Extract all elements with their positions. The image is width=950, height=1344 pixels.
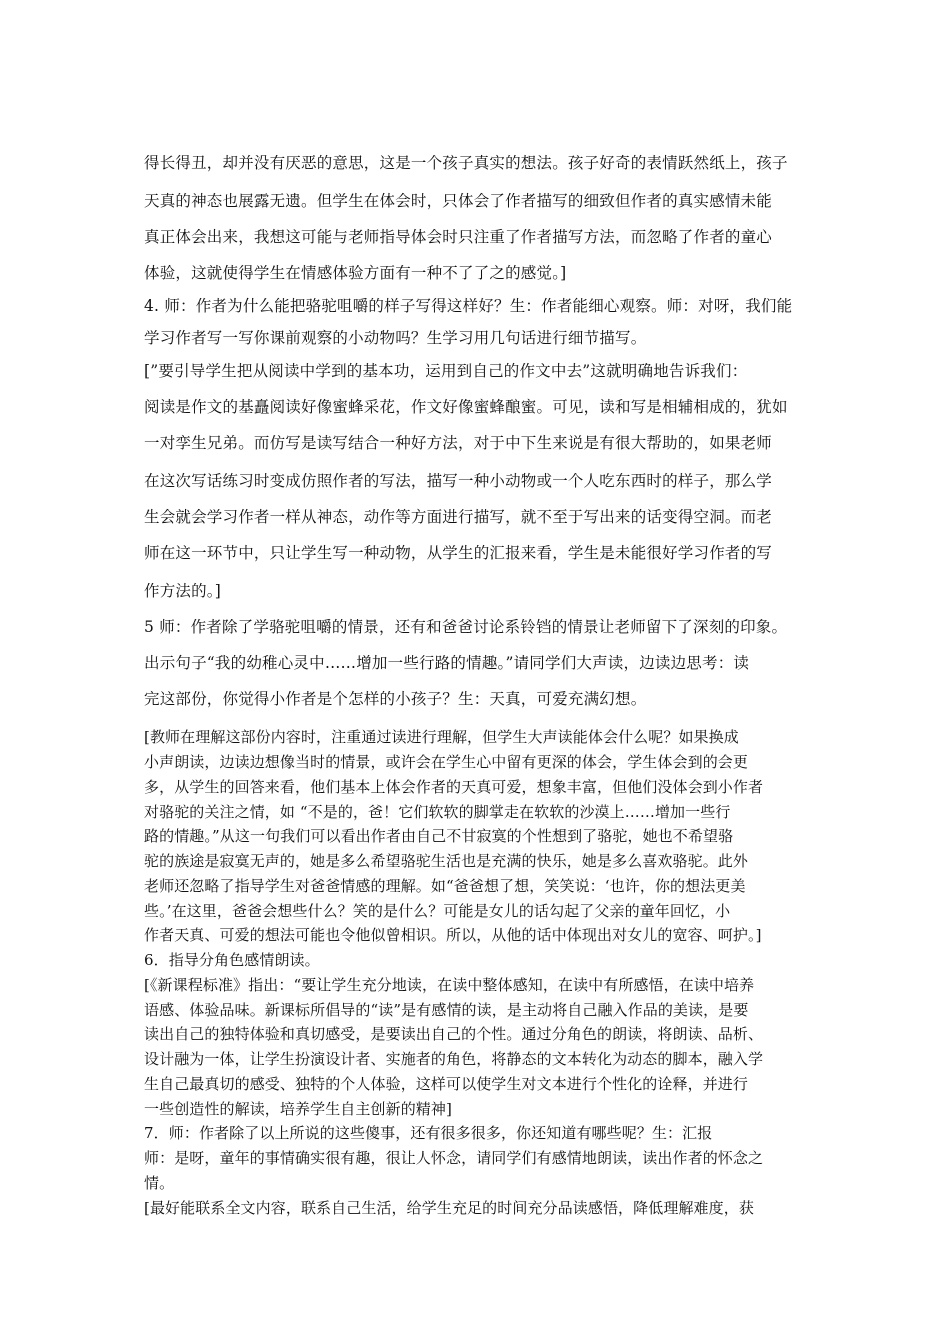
text-line: 4. 师：作者为什么能把骆驼咀嚼的样子写得这样好？生：作者能细心观察。师：对呀，我们能	[144, 297, 793, 315]
text-line: 真正体会出来，我想这可能与老师指导体会时只注重了作者描写方法，而忽略了作者的童心	[144, 228, 773, 246]
text-line: 天真的神态也展露无遗。但学生在体会时，只体会了作者描写的细致但作者的真实感情未能	[144, 192, 773, 210]
text-line: 5 师：作者除了学骆驼咀嚼的情景，还有和爸爸讨论系铃铛的情景让老师留下了深刻的印象。	[144, 618, 788, 636]
text-line: 得长得丑，却并没有厌恶的意思，这是一个孩子真实的想法。孩子好奇的表情跃然纸上，孩子	[144, 154, 788, 172]
text-line: 设计融为一体，让学生扮演设计者、实施者的角色，将静态的文本转化为动态的脚本，融入学	[144, 1050, 764, 1068]
text-line: [最好能联系全文内容，联系自己生活，给学生充足的时间充分品读感悟，降低理解难度，获	[144, 1199, 754, 1217]
text-line: 对骆驼的关注之情，如 “不是的，爸！它们软软的脚掌走在软软的沙漠上……增加一些行	[144, 803, 731, 821]
text-line: 出示句子“我的幼稚心灵中……增加一些行路的情趣。”请同学们大声读，边读边思考：读	[144, 654, 750, 672]
text-line: 路的情趣。”从这一句我们可以看出作者由自己不甘寂寞的个性想到了骆驼，她也不希望骆	[144, 827, 734, 845]
text-line: 情。	[144, 1174, 175, 1192]
text-line: 完这部份，你觉得小作者是个怎样的小孩子？生：天真，可爱充满幻想。	[144, 690, 647, 708]
text-line: 读出自己的独特体验和真切感受，是要读出自己的个性。通过分角色的朗读，将朗读、品析、	[144, 1025, 764, 1043]
text-line: 6．指导分角色感情朗读。	[144, 951, 320, 969]
text-line: 生会就会学习作者一样从神态，动作等方面进行描写，就不至于写出来的话变得空洞。而老	[144, 508, 773, 526]
text-line: 老师还忽略了指导学生对爸爸情感的理解。如“爸爸想了想，笑笑说：‘也许，你的想法更美	[144, 877, 746, 895]
text-line: 一对孪生兄弟。而仿写是读写结合一种好方法，对于中下生来说是有很大帮助的，如果老师	[144, 434, 773, 452]
text-line: 一些创造性的解读，培养学生自主创新的精神]	[144, 1100, 452, 1118]
text-line: 在这次写话练习时变成仿照作者的写法，描写一种小动物或一个人吃东西时的样子，那么学	[144, 472, 773, 490]
text-line: 学习作者写一写你课前观察的小动物吗？生学习用几句话进行细节描写。	[144, 329, 647, 347]
text-line: 小声朗读，边读边想像当时的情景，或许会在学生心中留有更深的体会，学生体会到的会更	[144, 753, 749, 771]
text-line: 多，从学生的回答来看，他们基本上体会作者的天真可爱，想象丰富，但他们没体会到小作者	[144, 778, 764, 796]
text-line: 体验，这就使得学生在情感体验方面有一种不了了之的感觉。]	[144, 264, 567, 282]
text-line: 7．师：作者除了以上所说的这些傻事，还有很多很多，你还知道有哪些呢？生：汇报	[144, 1124, 713, 1142]
text-line: 驼的族途是寂寞无声的，她是多么希望骆驼生活也是充满的快乐，她是多么喜欢骆驼。此外	[144, 852, 749, 870]
text-line: [教师在理解这部份内容时，注重通过读进行理解，但学生大声读能体会什么呢？如果换成	[144, 728, 739, 746]
text-line: [《新课程标准》指出：“要让学生充分地读，在读中整体感知，在读中有所感悟，在读中培养	[144, 976, 755, 994]
text-line: 作者天真、可爱的想法可能也令他似曾相识。所以，从他的话中体现出对女儿的宽容、呵护。]	[144, 926, 762, 944]
text-line: 语感、体验品味。新课标所倡导的“读”是有感情的读，是主动将自己融入作品的美读，是要	[144, 1001, 749, 1019]
text-line: [”要引导学生把从阅读中学到的基本功，运用到自己的作文中去”这就明确地告诉我们：	[144, 362, 748, 380]
text-line: 师：是呀，童年的事情确实很有趣，很让人怀念，请同学们有感情地朗读，读出作者的怀念之	[144, 1149, 764, 1167]
text-line: 阅读是作文的基矗阅读好像蜜蜂采花，作文好像蜜蜂酿蜜。可见，读和写是相辅相成的，犹如	[144, 398, 788, 416]
text-line: 些。’在这里，爸爸会想些什么？笑的是什么？可能是女儿的话勾起了父亲的童年回忆，小	[144, 902, 731, 920]
text-line: 作方法的。]	[144, 582, 221, 600]
text-line: 师在这一环节中，只让学生写一种动物，从学生的汇报来看，学生是未能很好学习作者的写	[144, 544, 773, 562]
text-line: 生自己最真切的感受、独特的个人体验，这样可以使学生对文本进行个性化的诠释，并进行	[144, 1075, 749, 1093]
